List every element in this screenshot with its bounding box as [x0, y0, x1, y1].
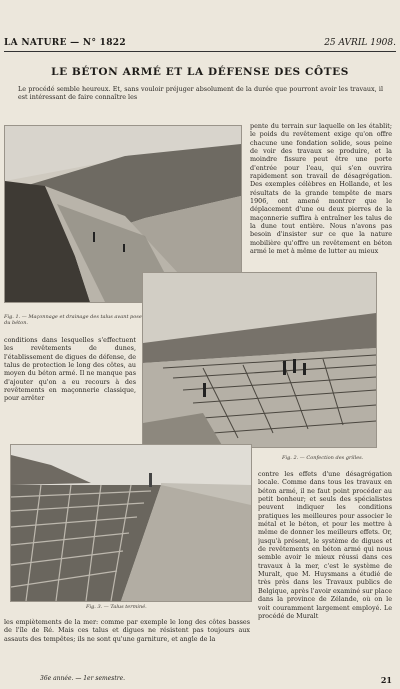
- page-number: 21: [380, 675, 392, 685]
- article-title: LE BÉTON ARMÉ ET LA DÉFENSE DES CÔTES: [51, 66, 349, 78]
- figure-3-photo: [10, 444, 252, 602]
- volume-info: 36e année. — 1er semestre.: [40, 675, 126, 682]
- paragraph-column-right-2: contre les effets d'une désagrégation locale. Comme dans tous les travaux en béton armé, il ne faut point procéder au petit bonheur; et seuls des spécialistes peuvent indiquer les conditions pratiques les meilleures pour associer le métal et le béton, et pour les mettre à même de donner les meilleurs effets. Or, jusqu'à présent, le système de digues et de revêtements en béton armé qui nous semble avoir le mieux réussi dans ces travaux à la mer, c'est le système de Muralt, que M. Huysmans a étudié de très près dans les Travaux publics de Belgique, après l'avoir examiné sur place dans la province de Zélande, où on le voit couramment largement employé. Le procédé de Muralt: [258, 470, 392, 620]
- paragraph-column-left-2: les empiètements de la mer: comme par exemple le long des côtes basses de l'île de Ré. Mais ces talus et digues ne résistent pas toujours aux assauts des tempêtes; ils ne sont qu'une garniture, et angle de la: [4, 618, 250, 643]
- paragraph-intro: Le procédé semble heureux. Et, sans vouloir préjuger absolument de la durée que pourront avoir les travaux, il est intéressant de faire connaître les: [18, 85, 383, 102]
- journal-issue: LA NATURE — N° 1822: [4, 38, 126, 48]
- header-rule: [4, 51, 396, 52]
- figure-3-caption: Fig. 3. — Talus terminé.: [86, 604, 147, 610]
- paragraph-column-right-1: pente du terrain sur laquelle on les établit; le poids du revêtement exige qu'on offre chacune une fondation solide, sous peine de voir des travaux se produire, et la moindre fissure peut être une porte d'entrée pour l'eau, qui s'en ouvrira rapidement son travail de désagrégation. Des exemples célèbres en Hollande, et les résultats de la grande tempête de mars 1906, ont amené montrer que le déplacement d'une ou deux pierres de la maçonnerie suffira à entraîner les talus de la dune tout entière. Nous n'avons pas besoin d'insister sur ce que la nature mobilière qu'offre un revêtement en béton armé le met à même de lutter au mieux: [250, 122, 392, 256]
- issue-date: 25 AVRIL 1908.: [324, 38, 396, 48]
- figure-2-caption: Fig. 2. — Confection des grilles.: [282, 455, 364, 461]
- figure-2-photo: [142, 272, 377, 448]
- running-header: [0, 38, 400, 52]
- page-footer: [0, 675, 400, 687]
- paragraph-column-left-1: conditions dans lesquelles s'effectuent les revêtements de dunes, l'établissement de digues de défense, de talus de protection le long des côtes, au moyen du béton armé. Il ne manque pas d'ajouter qu'on a eu recours à des revêtements en maçonnerie classique, pour arrêter: [4, 336, 136, 403]
- figure-1-caption: Fig. 1. — Maçonnage et drainage des talus avant pose du béton.: [4, 314, 142, 326]
